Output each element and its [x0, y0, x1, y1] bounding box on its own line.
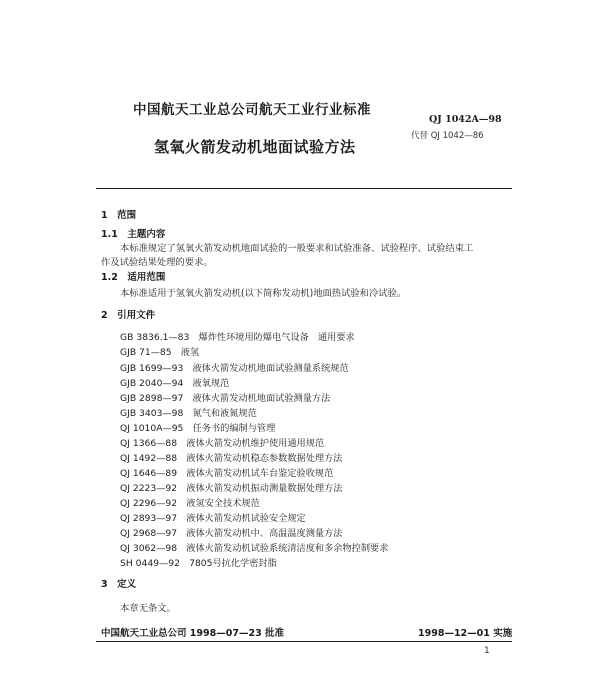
header-rule	[96, 188, 512, 189]
reference-item: QJ 1646—89 液体火箭发动机试车台鉴定验收规范	[120, 468, 334, 479]
standard-code: QJ 1042A—98	[429, 114, 502, 125]
reference-item: GJB 3403—98 氮气和液氮规范	[120, 408, 257, 419]
section-1-1-text-line2: 作及试验结果处理的要求。	[101, 257, 213, 268]
reference-item: QJ 1492—88 液体火箭发动机稳态参数数据处理方法	[120, 453, 343, 464]
reference-item: QJ 1366—88 液体火箭发动机维护使用通用规范	[120, 438, 325, 449]
reference-item: SH 0449—92 7805号抗化学密封脂	[120, 558, 277, 569]
section-1-1-text-line1: 本标准规定了氢氧火箭发动机地面试验的一般要求和试验准备、试验程序、试验结束工	[120, 243, 474, 254]
reference-item: QJ 2296—92 液氢安全技术规范	[120, 498, 260, 509]
reference-item: QJ 1010A—95 任务书的编制与管理	[120, 423, 276, 434]
approval-line: 中国航天工业总公司 1998—07—23 批准	[101, 628, 284, 639]
reference-item: QJ 2223—92 液体火箭发动机振动测量数据处理方法	[120, 483, 343, 494]
section-1-1-title: 1.1 主题内容	[101, 229, 166, 240]
section-3-text: 本章无条文。	[120, 603, 176, 614]
reference-item: GB 3836.1—83 爆炸性环境用防爆电气设备 通用要求	[120, 332, 355, 343]
replaces-note: 代替 QJ 1042—86	[411, 131, 484, 141]
section-1-2-text: 本标准适用于氢氧火箭发动机(以下简称发动机)地面热试验和冷试验。	[120, 288, 407, 299]
footer-rule	[96, 641, 512, 642]
reference-item: GJB 1699—93 液体火箭发动机地面试验测量系统规范	[120, 363, 349, 374]
section-3-title: 3 定义	[101, 579, 137, 590]
publisher-line: 中国航天工业总公司航天工业行业标准	[133, 102, 371, 118]
document-title: 氢氧火箭发动机地面试验方法	[154, 138, 356, 156]
page-number: 1	[484, 646, 490, 656]
section-1-title: 1 范围	[101, 210, 137, 221]
reference-item: GJB 2040—94 液氧规范	[120, 378, 230, 389]
reference-item: QJ 2968—97 液体火箭发动机中、高温温度测量方法	[120, 528, 343, 539]
reference-item: GJB 2898—97 液体火箭发动机地面试验测量方法	[120, 393, 331, 404]
reference-item: QJ 2893—97 液体火箭发动机试验安全规定	[120, 513, 306, 524]
section-2-title: 2 引用文件	[101, 310, 156, 321]
reference-item: QJ 3062—98 液体火箭发动机试验系统清洁度和多余物控制要求	[120, 543, 389, 554]
section-1-2-title: 1.2 适用范围	[101, 272, 166, 283]
effective-line: 1998—12—01 实施	[418, 628, 513, 639]
reference-item: GJB 71—85 液氢	[120, 347, 200, 358]
